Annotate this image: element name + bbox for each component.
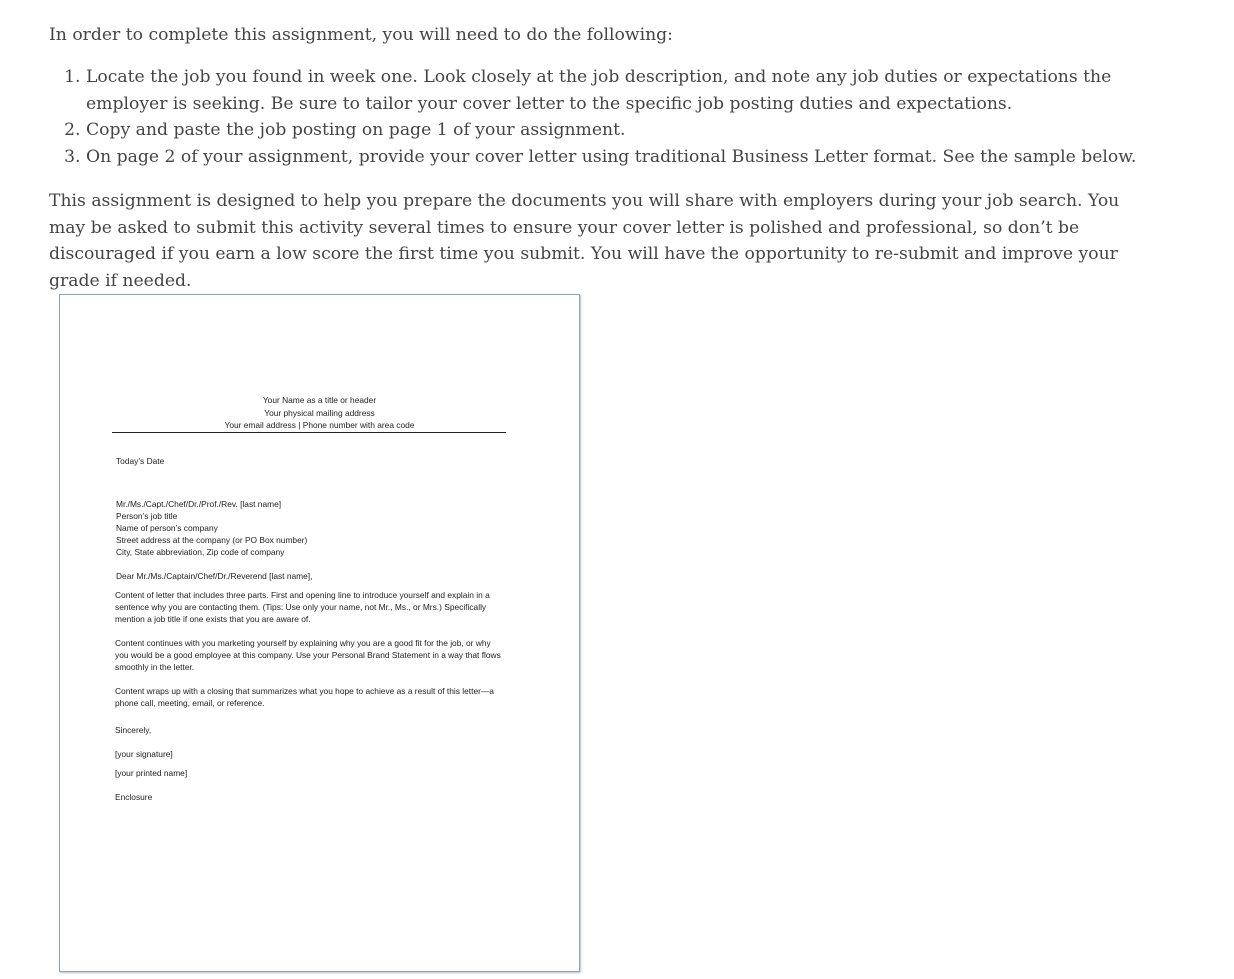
printed-name <box>115 767 535 779</box>
letter-header <box>60 394 579 432</box>
body-paragraph-3 <box>115 685 535 709</box>
paragraph-line: Content of letter that includes three parts. First and opening line to introduce yourself and explain in a <box>115 590 490 600</box>
paragraph-line: you would be a good employee at this company. Use your Personal Brand Statement in a way that flows <box>115 650 501 660</box>
enclosure-text: Enclosure <box>115 792 153 802</box>
recipient-line: Name of person’s company <box>116 523 218 533</box>
closing <box>115 724 535 736</box>
steps-list <box>49 64 1159 170</box>
paragraph-line: smoothly in the letter. <box>115 662 195 672</box>
closing-text: Sincerely, <box>115 725 152 735</box>
body-paragraph-2 <box>115 637 535 673</box>
recipient-line: Mr./Ms./Capt./Chef/Dr./Prof./Rev. [last name] <box>116 499 282 509</box>
paragraph-line: Content wraps up with a closing that summarizes what you hope to achieve as a result of this letter—a <box>115 686 494 696</box>
letter-name: Your Name as a title or header <box>262 395 377 405</box>
paragraph-line: sentence why you are contacting them. (Tips: Use only your name, not Mr., Ms., or Mrs.) Specifically <box>115 602 487 612</box>
step-1: 1. Locate the job you found in week one. Look closely at the job description, and note any job duties or expectations the employer is seeking. Be sure to tailor your cover letter to the specific job posting duties and expectations. <box>86 64 1159 117</box>
assignment-instructions <box>49 22 1159 294</box>
recipient-line: City, State abbreviation, Zip code of company <box>116 547 285 557</box>
salutation <box>116 570 536 582</box>
letter-date <box>116 455 536 467</box>
step-3: 3. On page 2 of your assignment, provide your cover letter using traditional Business Letter format. See the sample below. <box>86 144 1159 171</box>
enclosure <box>115 791 535 803</box>
letter-address: Your physical mailing address <box>264 407 375 418</box>
recipient-block <box>116 498 536 558</box>
sample-letter-image <box>59 294 580 972</box>
letter-contact: Your email address | Phone number with area code <box>224 420 415 430</box>
paragraph-line: Content continues with you marketing yourself by explaining why you are a good fit for the job, or why <box>115 638 491 648</box>
intro-text: In order to complete this assignment, you will need to do the following: <box>49 25 673 45</box>
signature-text: [your signature] <box>115 749 173 759</box>
header-rule <box>112 432 506 433</box>
signature <box>115 748 535 760</box>
step-2: 2. Copy and paste the job posting on page 1 of your assignment. <box>86 117 1159 144</box>
paragraph-line: phone call, meeting, email, or reference. <box>115 698 265 708</box>
purpose-text: This assignment is designed to help you prepare the documents you will share with employers during your job search. You may be asked to submit this activity several times to ensure your cover letter is polished and professional, so don’t be discouraged if you earn a low score the first time you submit. You will have the opportunity to re-submit and improve your grade if needed. <box>49 191 1120 291</box>
printed-name-text: [your printed name] <box>115 768 188 778</box>
date-text: Today’s Date <box>116 456 165 466</box>
recipient-line: Person’s job title <box>116 511 178 521</box>
paragraph-line: mention a job title if one exists that you are aware of. <box>115 614 311 624</box>
salutation-text: Dear Mr./Ms./Captain/Chef/Dr./Reverend [last name], <box>116 571 313 581</box>
body-paragraph-1 <box>115 589 535 625</box>
recipient-line: Street address at the company (or PO Box number) <box>116 535 308 545</box>
